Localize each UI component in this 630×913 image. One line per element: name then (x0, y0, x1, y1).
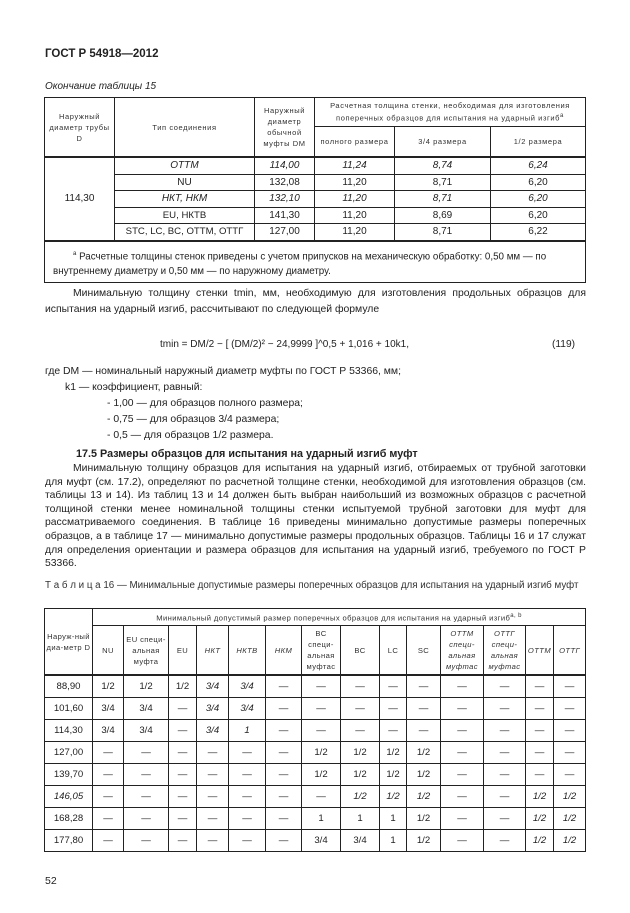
cell-type: НКТ, НКМ (115, 191, 255, 208)
cell-size: — (93, 742, 124, 764)
cell-size: — (554, 764, 586, 786)
column-header: ОТТГ специ-альная муфтаc (484, 626, 526, 676)
cell-size: — (484, 808, 526, 830)
cell-diameter: 88,90 (45, 675, 93, 698)
cell-size: — (197, 764, 229, 786)
cell-size: — (124, 742, 169, 764)
cell-size: — (229, 808, 266, 830)
cell-size: — (266, 808, 302, 830)
table-row (45, 698, 586, 720)
cell-size: 1/2 (124, 675, 169, 698)
table-16 (44, 608, 586, 852)
cell-size: — (124, 786, 169, 808)
cell-type: EU, НКТВ (115, 207, 255, 224)
header-three-quarter: 3/4 размера (395, 127, 491, 158)
paragraph-tmin: Минимальную толщину стенки tmin, мм, необходимую для изготовления продольных образцов для испытания на ударный изгиб, рассчитывают по следующей формуле (45, 288, 586, 315)
table-15-footnote (45, 241, 586, 283)
cell-size: 3/4 (341, 830, 380, 852)
cell-type: ОТТМ (115, 157, 255, 174)
cell-size: 1/2 (407, 742, 441, 764)
cell-size: — (441, 698, 484, 720)
cell-full: 11,20 (315, 174, 395, 191)
cell-size: — (266, 786, 302, 808)
cell-size: — (169, 742, 197, 764)
cell-size: 1/2 (526, 830, 554, 852)
table-row (45, 675, 586, 698)
cell-size: — (554, 675, 586, 698)
cell-size: 1 (380, 808, 407, 830)
cell-dm: 127,00 (255, 224, 315, 241)
cell-size: — (441, 742, 484, 764)
k-item: - 1,00 — для образцов полного размера; (107, 398, 303, 409)
header-calc (315, 98, 586, 127)
cell-size: — (229, 830, 266, 852)
column-header: НКТВ (229, 626, 266, 676)
cell-size: 3/4 (197, 720, 229, 742)
cell-size: — (169, 764, 197, 786)
cell-half: 6,20 (491, 191, 586, 208)
column-header: LC (380, 626, 407, 676)
cell-size: 1/2 (380, 742, 407, 764)
column-header: SC (407, 626, 441, 676)
cell-size: 3/4 (93, 720, 124, 742)
column-header: EU (169, 626, 197, 676)
cell-size: — (229, 764, 266, 786)
cell-dm: 114,00 (255, 157, 315, 174)
cell-size: — (380, 698, 407, 720)
table-row (45, 808, 586, 830)
table-row (45, 157, 586, 174)
cell-size: 3/4 (124, 698, 169, 720)
cell-size: — (554, 698, 586, 720)
cell-size: 1/2 (407, 830, 441, 852)
cell-size: 3/4 (302, 830, 341, 852)
cell-size: — (526, 698, 554, 720)
cell-full: 11,20 (315, 224, 395, 241)
cell-dm: 132,10 (255, 191, 315, 208)
cell-size: — (266, 720, 302, 742)
cell-type: STC, LC, BC, ОТТМ, ОТТГ (115, 224, 255, 241)
cell-size: 3/4 (197, 675, 229, 698)
cell-size: — (484, 742, 526, 764)
cell-size: — (441, 808, 484, 830)
cell-half: 6,22 (491, 224, 586, 241)
cell-size: 1/2 (554, 786, 586, 808)
cell-size: 1 (380, 830, 407, 852)
cell-size: — (266, 698, 302, 720)
cell-size: — (341, 698, 380, 720)
footnote-ref: a, b (510, 612, 522, 619)
cell-size: — (266, 742, 302, 764)
cell-size: 1/2 (341, 764, 380, 786)
column-header: ОТТМ специ-альная муфтаc (441, 626, 484, 676)
cell-size: — (441, 675, 484, 698)
column-header: EU специ-альная муфта (124, 626, 169, 676)
cell-size: — (554, 742, 586, 764)
cell-dm: 132,08 (255, 174, 315, 191)
cell-size: — (169, 830, 197, 852)
cell-full: 11,20 (315, 207, 395, 224)
cell-size: — (169, 808, 197, 830)
header-half: 1/2 размера (491, 127, 586, 158)
cell-diameter: 177,80 (45, 830, 93, 852)
footnote-mark: a (73, 250, 77, 257)
section-title: 17.5 Размеры образцов для испытания на ударный изгиб муфт (76, 448, 418, 460)
cell-size: 1/2 (380, 786, 407, 808)
cell-size: — (302, 720, 341, 742)
where-dm: где DМ — номинальный наружный диаметр муфты по ГОСТ Р 53366, мм; (45, 366, 401, 377)
cell-size: 1/2 (93, 675, 124, 698)
k-item: - 0,75 — для образцов 3/4 размера; (107, 414, 280, 425)
cell-size: 3/4 (124, 720, 169, 742)
header-type: Тип соединения (115, 98, 255, 158)
cell-size: 1/2 (169, 675, 197, 698)
cell-size: — (93, 808, 124, 830)
cell-size: — (124, 830, 169, 852)
cell-size: — (526, 675, 554, 698)
formula: tmin = DМ/2 − [ (DМ/2)² − 24,9999 ]^0,5 + 1,016 + 10k1, (160, 339, 409, 350)
cell-dm: 141,30 (255, 207, 315, 224)
cell-diameter: 114,30 (45, 720, 93, 742)
cell-size: — (124, 764, 169, 786)
cell-size: — (93, 786, 124, 808)
cell-half: 6,24 (491, 157, 586, 174)
cell-size: — (526, 764, 554, 786)
cell-size: — (407, 675, 441, 698)
header-group (93, 609, 586, 626)
cell-size: 1 (341, 808, 380, 830)
header-d: Наруж-ный диа-метр D (45, 609, 93, 676)
cell-size: — (169, 720, 197, 742)
cell-size: — (341, 720, 380, 742)
cell-size: 1/2 (554, 808, 586, 830)
cell-size: — (554, 720, 586, 742)
cell-size: 1/2 (407, 764, 441, 786)
paragraph-section: Минимальную толщину образцов для испытания на ударный изгиб, отбираемых от трубной заготовки для муфт (см. 17.2), определяют по расчетной толщине стенки, необходимой для изготовления образцов (см. таблицы 13 и 14). Из таблиц 13 и 14 должен быть выбран наибольший из возможных образцов с расчетной толщиной стенки менее номинальной толщины стенки испытуемой трубной заготовки для муфт для рассматриваемого соединения. В таблице 16 приведены минимально допустимые размеры поперечных образцов, а в таблице 17 — минимально допустимые размеры продольных образцов. Таблицы 16 и 17 служат для определения ориентации и размера образцов для испытания на ударный изгиб, требуемого по ГОСТ Р 53366. (45, 463, 586, 570)
cell-size: 1/2 (341, 786, 380, 808)
cell-size: — (484, 786, 526, 808)
cell-size: — (229, 742, 266, 764)
header-full: полного размера (315, 127, 395, 158)
cell-diameter: 139,70 (45, 764, 93, 786)
header-dm: Наружный диаметр обычной муфты DМ (255, 98, 315, 158)
cell-size: — (441, 764, 484, 786)
cell-size: 1/2 (341, 742, 380, 764)
document-code: ГОСТ Р 54918—2012 (45, 48, 159, 60)
cell-diameter: 146,05 (45, 786, 93, 808)
table-row (45, 742, 586, 764)
cell-size: 1/2 (302, 764, 341, 786)
where-k: k1 — коэффициент, равный: (65, 382, 203, 393)
cell-half: 6,20 (491, 174, 586, 191)
cell-size: — (407, 698, 441, 720)
cell-size: — (197, 786, 229, 808)
cell-size: 1/2 (407, 808, 441, 830)
column-header: NU (93, 626, 124, 676)
cell-size: — (197, 742, 229, 764)
cell-size: — (484, 720, 526, 742)
cell-size: — (441, 786, 484, 808)
cell-size: — (197, 830, 229, 852)
cell-size: — (441, 720, 484, 742)
table-row (45, 830, 586, 852)
table-row (45, 191, 586, 208)
table-15 (44, 97, 586, 283)
column-header: НКМ (266, 626, 302, 676)
footnote-text: Расчетные толщины стенок приведены с учетом припусков на механическую обработку: 0,50 мм — по внутреннему диаметру и 0,50 мм — по наружному диаметру. (53, 250, 547, 277)
cell-tq: 8,71 (395, 191, 491, 208)
cell-size: — (302, 698, 341, 720)
cell-size: — (302, 786, 341, 808)
table-row (45, 786, 586, 808)
cell-size: — (484, 698, 526, 720)
cell-size: 1 (302, 808, 341, 830)
cell-tq: 8,74 (395, 157, 491, 174)
table-15-caption: Окончание таблицы 15 (45, 81, 157, 92)
cell-size: — (380, 720, 407, 742)
table-16-caption: Т а б л и ц а 16 — Минимальные допустимые размеры поперечных образцов для испытания на ударный изгиб муфт (45, 580, 579, 591)
cell-size: — (266, 675, 302, 698)
cell-size: — (441, 830, 484, 852)
cell-size: — (302, 675, 341, 698)
cell-size: — (93, 830, 124, 852)
cell-size: — (197, 808, 229, 830)
cell-size: 1/2 (526, 808, 554, 830)
table-row (45, 720, 586, 742)
equation-number: (119) (552, 339, 576, 350)
cell-diameter: 127,00 (45, 742, 93, 764)
header-d: Наружный диаметр трубы D (45, 98, 115, 158)
cell-size: 1/2 (380, 764, 407, 786)
cell-size: — (266, 764, 302, 786)
cell-tq: 8,71 (395, 174, 491, 191)
cell-size: — (124, 808, 169, 830)
cell-size: — (341, 675, 380, 698)
cell-size: 3/4 (229, 675, 266, 698)
cell-tq: 8,69 (395, 207, 491, 224)
cell-size: — (380, 675, 407, 698)
cell-size: — (484, 830, 526, 852)
cell-d: 114,30 (45, 157, 115, 241)
cell-diameter: 101,60 (45, 698, 93, 720)
table-row (45, 207, 586, 224)
cell-size: — (169, 786, 197, 808)
footnote-ref: a (560, 113, 564, 120)
table-row (45, 174, 586, 191)
cell-diameter: 168,28 (45, 808, 93, 830)
cell-size: 3/4 (197, 698, 229, 720)
column-header: BC (341, 626, 380, 676)
column-header: ОТТГ (554, 626, 586, 676)
k-item: - 0,5 — для образцов 1/2 размера. (107, 430, 274, 441)
cell-size: — (229, 786, 266, 808)
cell-full: 11,24 (315, 157, 395, 174)
cell-size: — (484, 675, 526, 698)
cell-size: — (526, 742, 554, 764)
cell-tq: 8,71 (395, 224, 491, 241)
header-calc-text: Расчетная толщина стенки, необходимая для изготовления поперечных образцов для испытания на ударный изгиб (330, 101, 570, 123)
column-header: ОТТМ (526, 626, 554, 676)
cell-full: 11,20 (315, 191, 395, 208)
cell-size: 1/2 (407, 786, 441, 808)
cell-size: 1 (229, 720, 266, 742)
cell-type: NU (115, 174, 255, 191)
cell-size: 1/2 (302, 742, 341, 764)
table-row (45, 224, 586, 241)
column-header: BC специ-альная муфтаc (302, 626, 341, 676)
cell-size: 3/4 (229, 698, 266, 720)
cell-half: 6,20 (491, 207, 586, 224)
cell-size: — (169, 698, 197, 720)
header-group-text: Минимальный допустимый размер поперечных образцов для испытания на ударный изгиб (156, 613, 511, 623)
column-header: НКТ (197, 626, 229, 676)
cell-size: — (484, 764, 526, 786)
page-number: 52 (45, 875, 57, 887)
cell-size: 3/4 (93, 698, 124, 720)
cell-size: — (526, 720, 554, 742)
cell-size: 1/2 (526, 786, 554, 808)
cell-size: — (93, 764, 124, 786)
cell-size: — (266, 830, 302, 852)
cell-size: 1/2 (554, 830, 586, 852)
table-row (45, 764, 586, 786)
cell-size: — (407, 720, 441, 742)
